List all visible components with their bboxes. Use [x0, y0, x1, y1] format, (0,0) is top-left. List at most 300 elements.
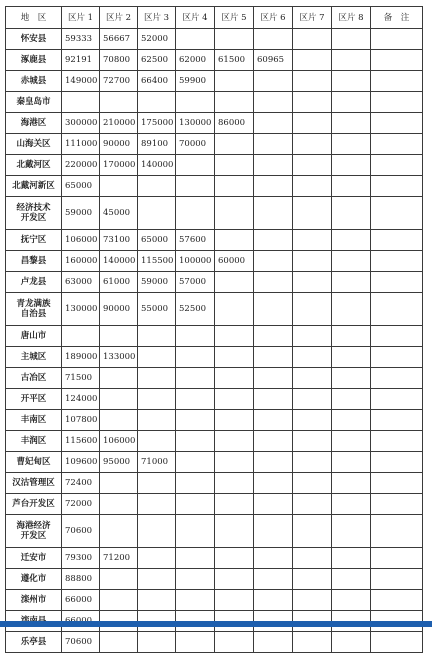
zone-2-cell [100, 389, 138, 410]
zone-2-cell [100, 515, 138, 548]
zone-5-cell [215, 230, 254, 251]
zone-3-cell [138, 473, 176, 494]
zone-4-cell [176, 347, 215, 368]
zone-8-cell [332, 50, 371, 71]
note-cell [371, 272, 423, 293]
zone-8-cell [332, 251, 371, 272]
zone-1-cell: 149000 [62, 71, 100, 92]
zone-4-cell [176, 473, 215, 494]
table-row [6, 71, 423, 92]
zone-5-cell [215, 134, 254, 155]
region-cell: 赤城县 [6, 71, 62, 92]
zone-3-cell [138, 368, 176, 389]
table-row [6, 389, 423, 410]
region-cell: 开平区 [6, 389, 62, 410]
zone-4-cell [176, 389, 215, 410]
region-cell: 海港区 [6, 113, 62, 134]
zone-1-cell: 300000 [62, 113, 100, 134]
zone-5-cell [215, 155, 254, 176]
zone-4-cell [176, 431, 215, 452]
zone-6-cell [254, 569, 293, 590]
zone-5-cell [215, 272, 254, 293]
zone-7-cell [293, 251, 332, 272]
zone-1-cell: 70600 [62, 515, 100, 548]
zone-6-cell [254, 473, 293, 494]
zone-1-cell: 65000 [62, 176, 100, 197]
zone-8-cell [332, 515, 371, 548]
zone-8-cell [332, 29, 371, 50]
zone-7-cell [293, 29, 332, 50]
zone-3-cell [138, 632, 176, 653]
zone-7-cell [293, 431, 332, 452]
zone-7-cell [293, 347, 332, 368]
table-row [6, 272, 423, 293]
zone-3-cell [138, 569, 176, 590]
zone-4-cell [176, 494, 215, 515]
zone-5-cell [215, 452, 254, 473]
zone-7-cell [293, 293, 332, 326]
zone-1-cell: 111000 [62, 134, 100, 155]
zone-7-cell [293, 155, 332, 176]
zone-2-cell: 71200 [100, 548, 138, 569]
table-row [6, 548, 423, 569]
note-cell [371, 134, 423, 155]
note-cell [371, 326, 423, 347]
zone-8-cell [332, 431, 371, 452]
zone-4-cell [176, 410, 215, 431]
zone-6-cell [254, 368, 293, 389]
zone-7-cell [293, 389, 332, 410]
table-row [6, 590, 423, 611]
zone-7-cell [293, 134, 332, 155]
table-row [6, 632, 423, 653]
zone-7-cell [293, 548, 332, 569]
zone-2-cell [100, 410, 138, 431]
table-row [6, 251, 423, 272]
note-cell [371, 230, 423, 251]
note-cell [371, 251, 423, 272]
note-cell [371, 548, 423, 569]
table-row [6, 29, 423, 50]
zone-4-cell [176, 452, 215, 473]
table-row [6, 494, 423, 515]
region-cell: 青龙满族 自治县 [6, 293, 62, 326]
zone-6-cell [254, 347, 293, 368]
table-row [6, 92, 423, 113]
header-zone-1: 区片 1 [62, 7, 100, 29]
zone-6-cell [254, 515, 293, 548]
zone-1-cell: 70600 [62, 632, 100, 653]
zone-5-cell [215, 347, 254, 368]
zone-8-cell [332, 92, 371, 113]
zone-5-cell [215, 431, 254, 452]
region-cell: 丰南区 [6, 410, 62, 431]
zone-2-cell: 210000 [100, 113, 138, 134]
zone-1-cell: 106000 [62, 230, 100, 251]
zone-7-cell [293, 176, 332, 197]
note-cell [371, 590, 423, 611]
zone-8-cell [332, 473, 371, 494]
table-row [6, 134, 423, 155]
zone-1-cell: 71500 [62, 368, 100, 389]
note-cell [371, 368, 423, 389]
zone-3-cell: 66400 [138, 71, 176, 92]
zone-4-cell [176, 368, 215, 389]
zone-8-cell [332, 347, 371, 368]
region-cell: 乐亭县 [6, 632, 62, 653]
zone-3-cell: 115500 [138, 251, 176, 272]
zone-1-cell: 107800 [62, 410, 100, 431]
zone-1-cell: 130000 [62, 293, 100, 326]
zone-1-cell: 109600 [62, 452, 100, 473]
zone-2-cell [100, 368, 138, 389]
zone-6-cell [254, 272, 293, 293]
footer-line [0, 621, 432, 627]
note-cell [371, 155, 423, 176]
zone-3-cell [138, 431, 176, 452]
zone-6-cell [254, 431, 293, 452]
zone-3-cell [138, 389, 176, 410]
zone-6-cell [254, 548, 293, 569]
zone-1-cell [62, 326, 100, 347]
zone-2-cell: 72700 [100, 71, 138, 92]
region-cell: 北戴河区 [6, 155, 62, 176]
zone-1-cell: 72000 [62, 494, 100, 515]
note-cell [371, 431, 423, 452]
zone-8-cell [332, 590, 371, 611]
table-row [6, 452, 423, 473]
zone-2-cell [100, 590, 138, 611]
zone-2-cell [100, 494, 138, 515]
region-cell: 滦州市 [6, 590, 62, 611]
region-cell: 山海关区 [6, 134, 62, 155]
zone-6-cell: 60965 [254, 50, 293, 71]
zone-3-cell [138, 197, 176, 230]
zone-5-cell: 60000 [215, 251, 254, 272]
zone-4-cell: 70000 [176, 134, 215, 155]
zone-1-cell: 115600 [62, 431, 100, 452]
zone-2-cell: 95000 [100, 452, 138, 473]
zone-3-cell: 65000 [138, 230, 176, 251]
region-cell: 主城区 [6, 347, 62, 368]
zone-8-cell [332, 548, 371, 569]
zone-5-cell [215, 389, 254, 410]
region-cell: 古冶区 [6, 368, 62, 389]
zone-7-cell [293, 515, 332, 548]
zone-8-cell [332, 326, 371, 347]
zone-7-cell [293, 473, 332, 494]
zone-4-cell: 100000 [176, 251, 215, 272]
note-cell [371, 197, 423, 230]
zone-5-cell [215, 410, 254, 431]
table-row [6, 326, 423, 347]
zone-5-cell [215, 494, 254, 515]
zone-2-cell [100, 176, 138, 197]
zone-7-cell [293, 632, 332, 653]
zone-2-cell [100, 326, 138, 347]
zone-3-cell: 140000 [138, 155, 176, 176]
zone-6-cell [254, 251, 293, 272]
zone-2-cell: 170000 [100, 155, 138, 176]
zone-4-cell [176, 155, 215, 176]
zone-6-cell [254, 410, 293, 431]
zone-2-cell: 61000 [100, 272, 138, 293]
table-row [6, 155, 423, 176]
zone-5-cell [215, 548, 254, 569]
region-cell: 涿鹿县 [6, 50, 62, 71]
region-cell: 卢龙县 [6, 272, 62, 293]
zone-4-cell [176, 326, 215, 347]
zone-7-cell [293, 92, 332, 113]
region-cell: 经济技术 开发区 [6, 197, 62, 230]
zone-2-cell [100, 632, 138, 653]
zone-5-cell [215, 29, 254, 50]
zone-3-cell: 89100 [138, 134, 176, 155]
zone-8-cell [332, 389, 371, 410]
region-cell: 北戴河新区 [6, 176, 62, 197]
zone-4-cell: 62000 [176, 50, 215, 71]
zone-7-cell [293, 368, 332, 389]
zone-1-cell: 66000 [62, 590, 100, 611]
zone-8-cell [332, 452, 371, 473]
zone-1-cell: 189000 [62, 347, 100, 368]
zone-8-cell [332, 155, 371, 176]
zone-1-cell: 59000 [62, 197, 100, 230]
zone-8-cell [332, 368, 371, 389]
note-cell [371, 410, 423, 431]
zone-2-cell: 90000 [100, 293, 138, 326]
zone-5-cell: 86000 [215, 113, 254, 134]
table-row [6, 113, 423, 134]
zone-7-cell [293, 113, 332, 134]
zone-7-cell [293, 452, 332, 473]
zone-7-cell [293, 50, 332, 71]
zone-5-cell [215, 92, 254, 113]
header-zone-8: 区片 8 [332, 7, 371, 29]
zone-8-cell [332, 293, 371, 326]
zone-6-cell [254, 230, 293, 251]
region-cell: 芦台开发区 [6, 494, 62, 515]
note-cell [371, 389, 423, 410]
header-zone-3: 区片 3 [138, 7, 176, 29]
zone-6-cell [254, 92, 293, 113]
header-region: 地 区 [6, 7, 62, 29]
zone-2-cell: 106000 [100, 431, 138, 452]
zone-6-cell [254, 71, 293, 92]
zone-6-cell [254, 29, 293, 50]
zone-1-cell: 72400 [62, 473, 100, 494]
zone-4-cell: 130000 [176, 113, 215, 134]
zone-4-cell: 57600 [176, 230, 215, 251]
region-cell: 汉沽管理区 [6, 473, 62, 494]
land-price-table [5, 6, 423, 653]
zone-2-cell: 45000 [100, 197, 138, 230]
zone-6-cell [254, 293, 293, 326]
zone-6-cell [254, 590, 293, 611]
zone-1-cell: 124000 [62, 389, 100, 410]
zone-3-cell: 71000 [138, 452, 176, 473]
zone-7-cell [293, 71, 332, 92]
zone-5-cell: 61500 [215, 50, 254, 71]
zone-7-cell [293, 569, 332, 590]
zone-2-cell: 70800 [100, 50, 138, 71]
zone-8-cell [332, 272, 371, 293]
zone-2-cell [100, 92, 138, 113]
zone-6-cell [254, 632, 293, 653]
zone-3-cell [138, 548, 176, 569]
note-cell [371, 452, 423, 473]
region-cell: 唐山市 [6, 326, 62, 347]
zone-4-cell: 57000 [176, 272, 215, 293]
note-cell [371, 632, 423, 653]
zone-3-cell [138, 92, 176, 113]
table-body [6, 29, 423, 653]
table-row [6, 431, 423, 452]
zone-5-cell [215, 197, 254, 230]
zone-4-cell [176, 176, 215, 197]
table-row [6, 473, 423, 494]
note-cell [371, 515, 423, 548]
zone-3-cell [138, 176, 176, 197]
zone-8-cell [332, 176, 371, 197]
zone-8-cell [332, 113, 371, 134]
zone-3-cell [138, 326, 176, 347]
region-cell: 怀安县 [6, 29, 62, 50]
note-cell [371, 29, 423, 50]
zone-2-cell: 90000 [100, 134, 138, 155]
zone-1-cell: 79300 [62, 548, 100, 569]
table-row [6, 368, 423, 389]
note-cell [371, 569, 423, 590]
header-note: 备 注 [371, 7, 423, 29]
zone-4-cell [176, 92, 215, 113]
note-cell [371, 50, 423, 71]
zone-4-cell: 52500 [176, 293, 215, 326]
header-zone-4: 区片 4 [176, 7, 215, 29]
note-cell [371, 113, 423, 134]
zone-5-cell [215, 71, 254, 92]
zone-3-cell: 59000 [138, 272, 176, 293]
zone-5-cell [215, 590, 254, 611]
table-row [6, 515, 423, 548]
zone-5-cell [215, 293, 254, 326]
zone-2-cell: 73100 [100, 230, 138, 251]
zone-1-cell: 92191 [62, 50, 100, 71]
zone-3-cell [138, 515, 176, 548]
zone-2-cell [100, 473, 138, 494]
header-zone-7: 区片 7 [293, 7, 332, 29]
header-zone-5: 区片 5 [215, 7, 254, 29]
zone-3-cell [138, 347, 176, 368]
region-cell: 遵化市 [6, 569, 62, 590]
table-row [6, 293, 423, 326]
zone-4-cell [176, 569, 215, 590]
zone-6-cell [254, 326, 293, 347]
table-row [6, 569, 423, 590]
zone-6-cell [254, 176, 293, 197]
zone-8-cell [332, 230, 371, 251]
region-cell: 曹妃甸区 [6, 452, 62, 473]
zone-2-cell: 140000 [100, 251, 138, 272]
region-cell: 海港经济 开发区 [6, 515, 62, 548]
header-zone-2: 区片 2 [100, 7, 138, 29]
zone-4-cell [176, 197, 215, 230]
header-row [6, 7, 423, 29]
region-cell: 迁安市 [6, 548, 62, 569]
zone-3-cell: 55000 [138, 293, 176, 326]
zone-1-cell [62, 92, 100, 113]
zone-6-cell [254, 113, 293, 134]
zone-7-cell [293, 494, 332, 515]
zone-5-cell [215, 473, 254, 494]
region-cell: 抚宁区 [6, 230, 62, 251]
note-cell [371, 293, 423, 326]
region-cell: 昌黎县 [6, 251, 62, 272]
zone-4-cell [176, 632, 215, 653]
zone-5-cell [215, 569, 254, 590]
zone-7-cell [293, 197, 332, 230]
zone-2-cell: 133000 [100, 347, 138, 368]
zone-7-cell [293, 230, 332, 251]
zone-6-cell [254, 197, 293, 230]
zone-8-cell [332, 410, 371, 431]
zone-1-cell: 59333 [62, 29, 100, 50]
zone-3-cell [138, 410, 176, 431]
region-cell: 秦皇岛市 [6, 92, 62, 113]
zone-3-cell [138, 590, 176, 611]
zone-8-cell [332, 494, 371, 515]
zone-5-cell [215, 368, 254, 389]
zone-4-cell [176, 515, 215, 548]
note-cell [371, 347, 423, 368]
zone-3-cell: 52000 [138, 29, 176, 50]
note-cell [371, 176, 423, 197]
zone-8-cell [332, 134, 371, 155]
table-row [6, 197, 423, 230]
zone-4-cell [176, 590, 215, 611]
zone-6-cell [254, 494, 293, 515]
zone-1-cell: 160000 [62, 251, 100, 272]
zone-7-cell [293, 410, 332, 431]
note-cell [371, 473, 423, 494]
zone-1-cell: 220000 [62, 155, 100, 176]
table-row [6, 176, 423, 197]
zone-8-cell [332, 197, 371, 230]
table-row [6, 230, 423, 251]
zone-1-cell: 88800 [62, 569, 100, 590]
note-cell [371, 494, 423, 515]
table-row [6, 50, 423, 71]
zone-8-cell [332, 71, 371, 92]
note-cell [371, 71, 423, 92]
zone-6-cell [254, 389, 293, 410]
zone-7-cell [293, 272, 332, 293]
zone-3-cell [138, 494, 176, 515]
zone-2-cell: 56667 [100, 29, 138, 50]
table-row [6, 347, 423, 368]
zone-4-cell: 59900 [176, 71, 215, 92]
zone-7-cell [293, 590, 332, 611]
zone-3-cell: 62500 [138, 50, 176, 71]
zone-5-cell [215, 326, 254, 347]
zone-7-cell [293, 326, 332, 347]
zone-3-cell: 175000 [138, 113, 176, 134]
zone-5-cell [215, 515, 254, 548]
zone-4-cell [176, 548, 215, 569]
zone-6-cell [254, 155, 293, 176]
zone-8-cell [332, 569, 371, 590]
table-row [6, 410, 423, 431]
